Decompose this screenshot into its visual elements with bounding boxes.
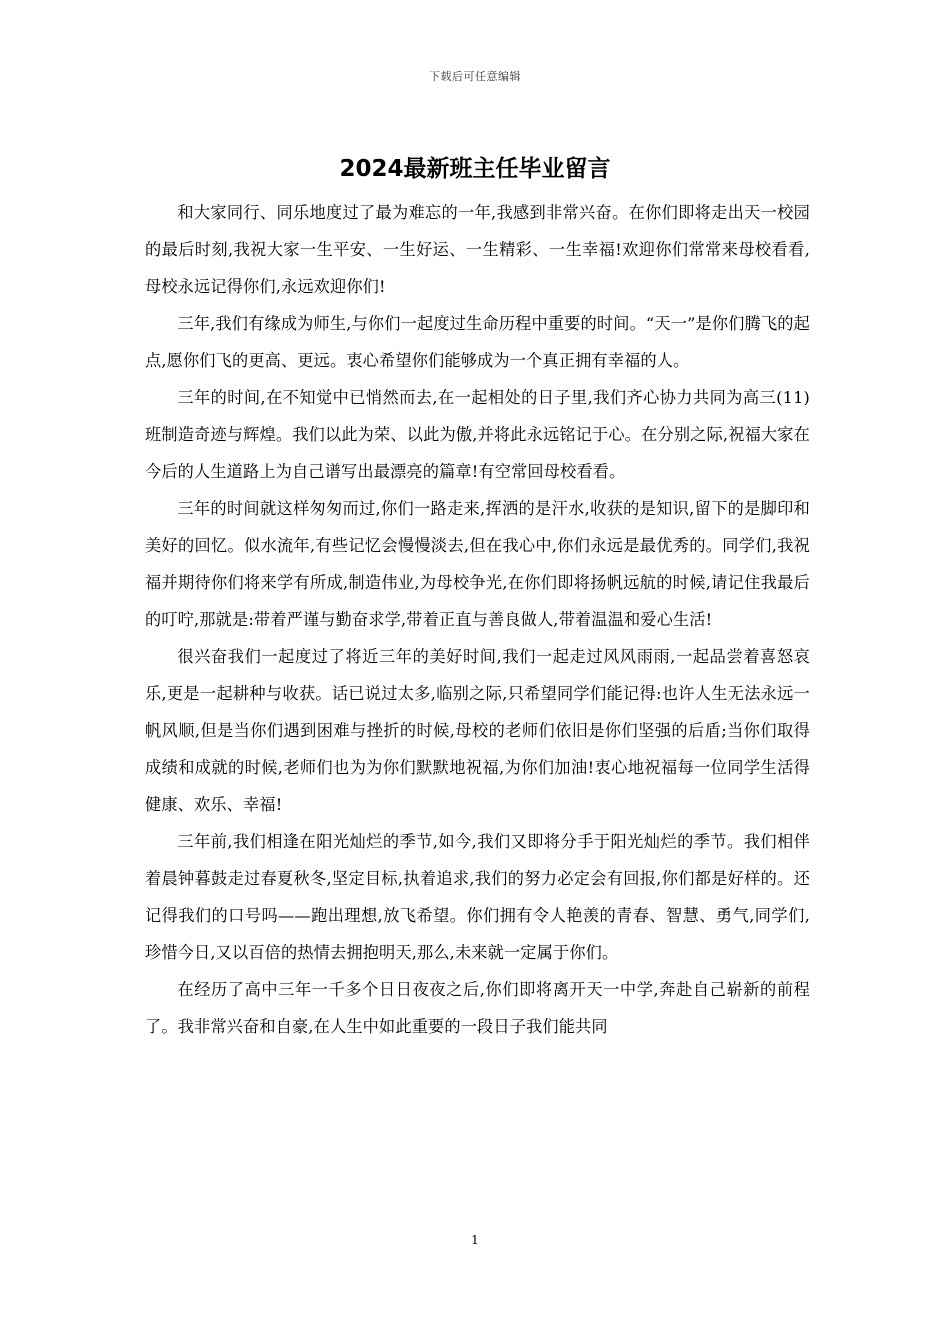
document-body <box>145 194 810 1045</box>
paragraph-3: 三年的时间,在不知觉中已悄然而去,在一起相处的日子里,我们齐心协力共同为高三(11)班制造奇迹与辉煌。我们以此为荣、以此为傲,并将此永远铭记于心。在分别之际,祝福大家在今后的人生道路上为自己谱写出最漂亮的篇章!有空常回母校看看。 <box>145 388 810 481</box>
document-title: 2024最新班主任毕业留言 <box>339 156 611 182</box>
paragraph-5: 很兴奋我们一起度过了将近三年的美好时间,我们一起走过风风雨雨,一起品尝着喜怒哀乐,更是一起耕种与收获。话已说过太多,临别之际,只希望同学们能记得:也许人生无法永远一帆风顺,但是当你们遇到困难与挫折的时候,母校的老师们依旧是你们坚强的后盾;当你们取得成绩和成就的时候,老师们也为为你们默默地祝福,为你们加油!衷心地祝福每一位同学生活得健康、欢乐、幸福! <box>145 647 810 814</box>
paragraph-1: 和大家同行、同乐地度过了最为难忘的一年,我感到非常兴奋。在你们即将走出天一校园的最后时刻,我祝大家一生平安、一生好运、一生精彩、一生幸福!欢迎你们常常来母校看看,母校永远记得你们,永远欢迎你们! <box>145 203 810 296</box>
paragraph-4: 三年的时间就这样匆匆而过,你们一路走来,挥洒的是汗水,收获的是知识,留下的是脚印和美好的回忆。似水流年,有些记忆会慢慢淡去,但在我心中,你们永远是最优秀的。同学们,我祝福并期待你们将来学有所成,制造伟业,为母校争光,在你们即将扬帆远航的时候,请记住我最后的叮咛,那就是:带着严谨与勤奋求学,带着正直与善良做人,带着温温和爱心生活! <box>145 499 810 629</box>
paragraph-7: 在经历了高中三年一千多个日日夜夜之后,你们即将离开天一中学,奔赴自己崭新的前程了。我非常兴奋和自豪,在人生中如此重要的一段日子我们能共同 <box>145 980 810 1036</box>
page-number: 1 <box>471 1233 479 1247</box>
page-header: 下载后可任意编辑 <box>429 70 521 83</box>
paragraph-6: 三年前,我们相逢在阳光灿烂的季节,如今,我们又即将分手于阳光灿烂的季节。我们相伴着晨钟暮鼓走过春夏秋冬,坚定目标,执着追求,我们的努力必定会有回报,你们都是好样的。还记得我们的口号吗——跑出理想,放飞希望。你们拥有令人艳羡的青春、智慧、勇气,同学们,珍惜今日,又以百倍的热情去拥抱明天,那么,未来就一定属于你们。 <box>145 832 810 962</box>
paragraph-2: 三年,我们有缘成为师生,与你们一起度过生命历程中重要的时间。“天一”是你们腾飞的起点,愿你们飞的更高、更远。衷心希望你们能够成为一个真正拥有幸福的人。 <box>145 314 810 370</box>
